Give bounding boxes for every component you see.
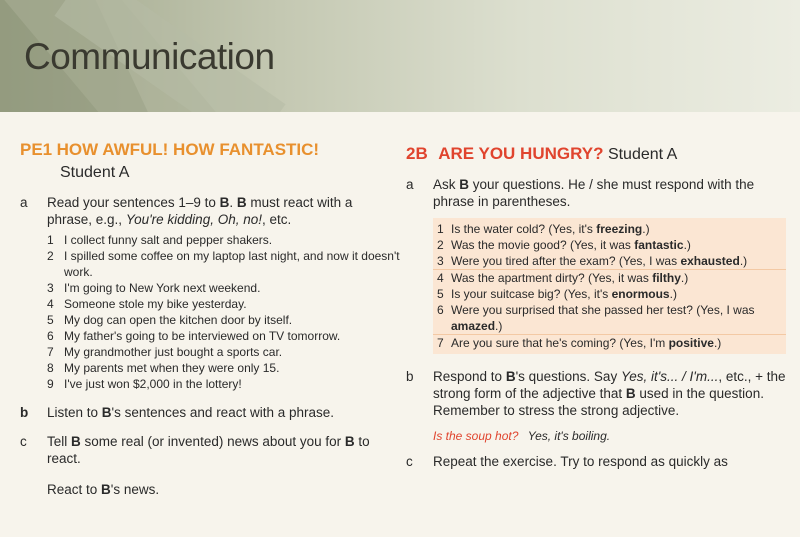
list-item: 5 Is your suitcase big? (Yes, it's enormous.) (437, 287, 677, 301)
list-item: 2 Was the movie good? (Yes, it was fantastic.) (437, 238, 691, 252)
list-item: 7 Are you sure that he's coming? (Yes, I'm positive.) (433, 334, 786, 351)
list-item: 3 I'm going to New York next weekend. (47, 281, 261, 295)
list-item: 1 I collect funny salt and pepper shakers. (47, 233, 273, 247)
sentence-list (47, 232, 400, 392)
section-code: PE1 (20, 140, 53, 159)
exercise-c (20, 433, 400, 467)
exercise-b (20, 404, 400, 421)
exercise-letter: b (406, 369, 414, 384)
example-exchange (433, 429, 786, 443)
example-answer: Yes, it's boiling. (527, 429, 611, 443)
example-question: Is the soup hot? (433, 429, 519, 443)
exercise-a (406, 176, 786, 210)
student-label: Student A (60, 164, 130, 181)
question-list (433, 218, 786, 354)
list-item: 6 Were you surprised that she passed her test? (Yes, I was amazed.) (437, 303, 755, 333)
section-title: HOW AWFUL! HOW FANTASTIC! (56, 140, 320, 159)
list-item: 4 Someone stole my bike yesterday. (47, 297, 247, 311)
exercise-b (406, 368, 786, 419)
list-item: 1 Is the water cold? (Yes, it's freezing.) (437, 222, 650, 236)
section-heading (406, 144, 786, 164)
list-item: 2 I spilled some coffee on my laptop last night, and now it doesn't work. (47, 249, 400, 279)
list-item: 7 My grandmother just bought a sports car. (47, 345, 283, 359)
exercise-a (20, 194, 400, 228)
exercise-instructions: Ask B your questions. He / she must respond with the phrase in parentheses. (433, 177, 755, 209)
section-code: 2B (406, 144, 428, 163)
exercise-instructions: Listen to B's sentences and react with a phrase. (47, 405, 335, 420)
list-item: 5 My dog can open the kitchen door by itself. (47, 313, 293, 327)
exercise-letter: c (20, 434, 27, 449)
react-instruction: React to B's news. (47, 482, 160, 497)
student-label: Student A (607, 146, 678, 163)
exercise-instructions: Read your sentences 1–9 to B. B must react with a phrase, e.g., You're kidding, Oh, no!, etc. (47, 195, 353, 227)
exercise-letter: c (406, 454, 413, 469)
list-item: 4 Was the apartment dirty? (Yes, it was filthy.) (433, 269, 786, 286)
exercise-instructions: Respond to B's questions. Say Yes, it's... / I'm..., etc., + the strong form of the adjective that B used in the question. Remember to stress the strong adjective. (433, 369, 786, 418)
section-pe1 (20, 140, 400, 498)
page-title: Communication (24, 36, 275, 77)
exercise-instructions: Repeat the exercise. Try to respond as quickly as (433, 454, 728, 469)
exercise-letter: a (20, 195, 28, 210)
exercise-c (406, 453, 786, 470)
list-item: 8 My parents met when they were only 15. (47, 361, 280, 375)
section-2b (406, 144, 786, 470)
section-title: ARE YOU HUNGRY? (438, 144, 604, 163)
exercise-instructions: Tell B some real (or invented) news about you for B to react. (47, 434, 370, 466)
section-heading (20, 140, 400, 160)
exercise-letter: a (406, 177, 414, 192)
exercise-letter: b (20, 405, 29, 420)
list-item: 6 My father's going to be interviewed on TV tomorrow. (47, 329, 341, 343)
list-item: 9 I've just won $2,000 in the lottery! (47, 377, 242, 391)
list-item: 3 Were you tired after the exam? (Yes, I was exhausted.) (437, 254, 748, 268)
header-banner (0, 0, 800, 112)
